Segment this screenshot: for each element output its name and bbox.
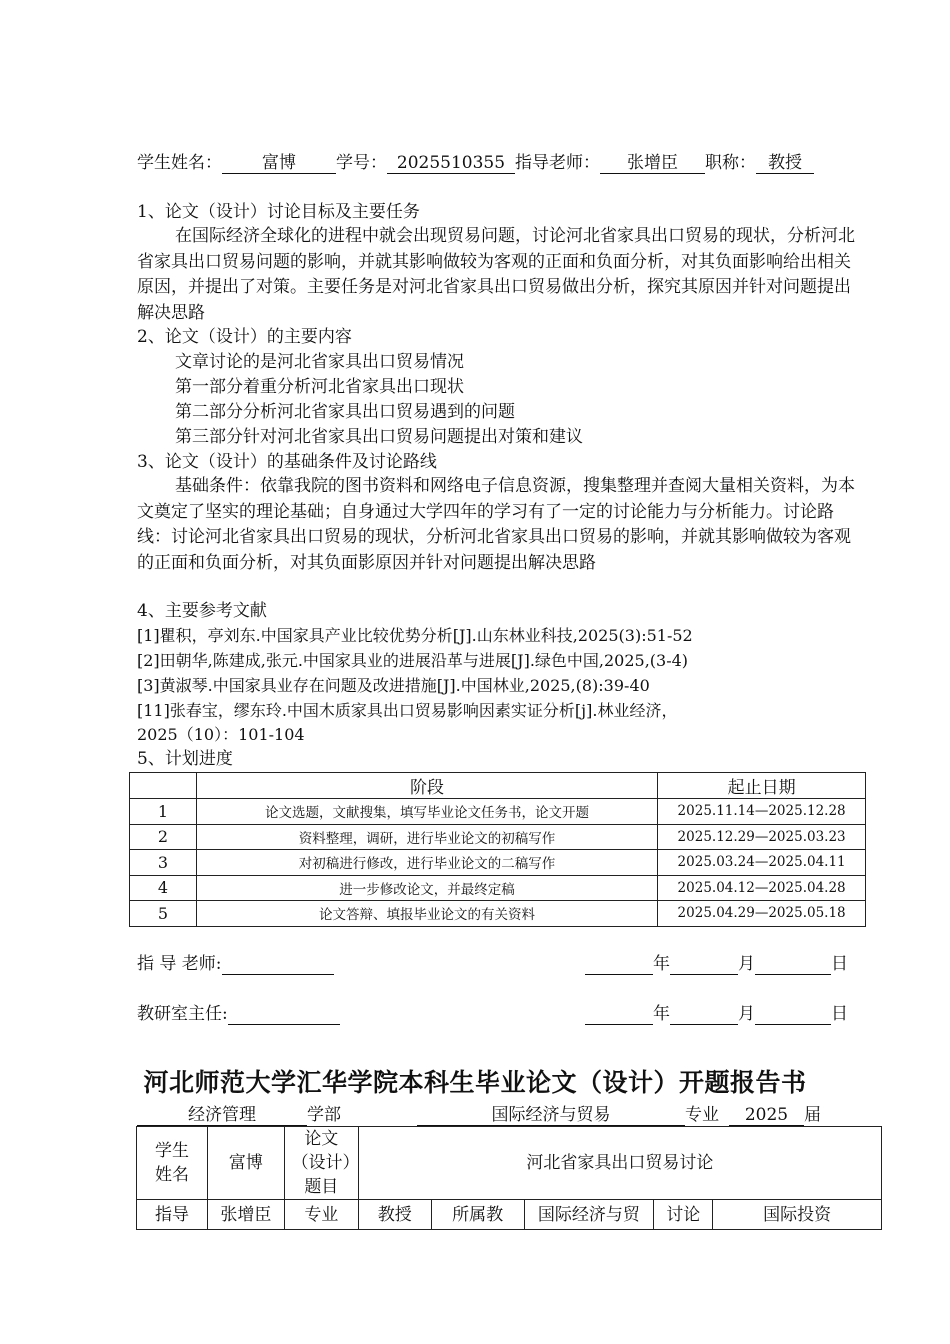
- advisor-value: 张增臣: [600, 153, 705, 174]
- row-number: 5: [130, 901, 197, 927]
- section-1-body: 在国际经济全球化的进程中就会出现贸易问题，讨论河北省家具出口贸易的现状，分析河北省家具出口贸易问题的影响，并就其影响做较为客观的正面和负面分析，对其负面影响给出相关原因，并提出了对策。主要任务是对河北省家具出口贸易做出分析，探究其原因并针对问题提出解决思路: [137, 226, 855, 323]
- row-date: 2025.11.14—2025.12.28: [658, 799, 866, 825]
- row-number: 1: [130, 799, 197, 825]
- department-line: [137, 1104, 821, 1126]
- advisor-signature-field[interactable]: [222, 954, 334, 975]
- row-stage: 资料整理，调研，进行毕业论文的初稿写作: [196, 824, 657, 850]
- research-direction-cell: 国际投资: [713, 1200, 882, 1230]
- day-label: 日: [831, 1004, 848, 1024]
- advisor-label-cell: 指导: [137, 1200, 208, 1230]
- day-field[interactable]: [755, 954, 831, 975]
- row-date: 2025.04.29—2025.05.18: [658, 901, 866, 927]
- department-label: 学部: [307, 1105, 341, 1125]
- thesis-title-label-cell: 论文（设计）题目: [284, 1127, 358, 1200]
- section-5-heading: 5、计划进度: [137, 749, 233, 769]
- row-date: 2025.04.12—2025.04.28: [658, 875, 866, 901]
- section-2-line: 文章讨论的是河北省家具出口贸易情况: [175, 352, 464, 372]
- student-id-value: 2025510355: [387, 153, 515, 174]
- director-date-line: [585, 1003, 848, 1025]
- row-number: 4: [130, 875, 197, 901]
- row-number: 3: [130, 850, 197, 876]
- student-label-cell: 学生姓名: [137, 1127, 208, 1200]
- rank-cell: 教授: [358, 1200, 431, 1230]
- teaching-group-cell: 国际经济与贸: [524, 1200, 654, 1230]
- student-name-cell: 富博: [207, 1127, 284, 1200]
- section-2-line: 第一部分着重分析河北省家具出口现状: [175, 377, 464, 397]
- reference-item: [2]田朝华,陈建成,张元.中国家具业的进展沿革与进展[J].绿色中国,2025,(3-4): [137, 651, 689, 670]
- student-name-value: 富博: [222, 153, 336, 174]
- month-label: 月: [738, 954, 755, 974]
- section-3-body: 基础条件：依靠我院的图书资料和网络电子信息资源，搜集整理并查阅大量相关资料，为本文奠定了坚实的理论基础；自身通过大学四年的学习有了一定的讨论能力与分析能力。讨论路线：讨论河北省家具出口贸易的现状，分析河北省家具出口贸易的影响，并就其影响做较为客观的正面和负面分析，对其负面影原因并针对问题提出解决思路: [137, 476, 855, 573]
- section-3-heading: 3、论文（设计）的基础条件及讨论路线: [137, 452, 437, 472]
- thesis-title-cell: 河北省家具出口贸易讨论: [358, 1127, 881, 1200]
- reference-item: [1]瞿积，亭刘东.中国家具产业比较优势分析[J].山东林业科技,2025(3):51-52: [137, 626, 693, 645]
- table-row: [130, 799, 866, 825]
- section-4-heading: 4、主要参考文献: [137, 601, 267, 621]
- table-row: [130, 824, 866, 850]
- report-table: [136, 1126, 882, 1230]
- table-row: [130, 875, 866, 901]
- year-value: 2025: [729, 1105, 804, 1126]
- row-stage: 进一步修改论文，并最终定稿: [196, 875, 657, 901]
- row-stage: 论文选题，文献搜集，填写毕业论文任务书，论文开题: [196, 799, 657, 825]
- report-row-1: [137, 1127, 882, 1200]
- section-2-heading: 2、论文（设计）的主要内容: [137, 327, 352, 347]
- month-label: 月: [738, 1004, 755, 1024]
- table-header-no: [130, 773, 197, 799]
- table-header-date: 起止日期: [658, 773, 866, 799]
- year-field[interactable]: [585, 954, 653, 975]
- advisor-signature-line: [137, 953, 334, 975]
- row-date: 2025.03.24—2025.04.11: [658, 850, 866, 876]
- teaching-group-label-cell: 所属教: [431, 1200, 524, 1230]
- table-row: [130, 850, 866, 876]
- student-name-label: 学生姓名：: [137, 153, 222, 173]
- director-signature-line: [137, 1003, 340, 1025]
- director-signature-field[interactable]: [228, 1004, 340, 1025]
- table-row: [130, 901, 866, 927]
- section-2-line: 第二部分分析河北省家具出口贸易遇到的问题: [175, 402, 515, 422]
- table-header-stage: 阶段: [196, 773, 657, 799]
- section-1-heading: 1、论文（设计）讨论目标及主要任务: [137, 202, 420, 222]
- student-info-line: [137, 152, 814, 174]
- advisor-name-cell: 张增臣: [207, 1200, 284, 1230]
- report-row-2: [137, 1200, 882, 1230]
- schedule-table: [129, 772, 866, 927]
- day-label: 日: [831, 954, 848, 974]
- research-label-cell: 讨论: [654, 1200, 713, 1230]
- row-stage: 对初稿进行修改，进行毕业论文的二稿写作: [196, 850, 657, 876]
- day-field[interactable]: [755, 1004, 831, 1025]
- major-label-cell: 专业: [284, 1200, 358, 1230]
- student-id-label: 学号：: [336, 153, 387, 173]
- rank-label: 职称：: [705, 153, 756, 173]
- advisor-signature-label: 指 导 老师:: [137, 954, 222, 974]
- year-label: 年: [653, 954, 670, 974]
- director-signature-label: 教研室主任:: [137, 1004, 228, 1024]
- major-value: 国际经济与贸易: [417, 1105, 685, 1126]
- row-stage: 论文答辩、填报毕业论文的有关资料: [196, 901, 657, 927]
- major-label: 专业: [685, 1105, 719, 1125]
- month-field[interactable]: [670, 954, 738, 975]
- year-field[interactable]: [585, 1004, 653, 1025]
- month-field[interactable]: [670, 1004, 738, 1025]
- section-2-line: 第三部分针对河北省家具出口贸易问题提出对策和建议: [175, 427, 583, 447]
- report-title: 河北师范大学汇华学院本科生毕业论文（设计）开题报告书: [143, 1068, 807, 1097]
- year-label: 年: [653, 1004, 670, 1024]
- row-number: 2: [130, 824, 197, 850]
- reference-item: [3]黄淑琴.中国家具业存在问题及改进措施[J].中国林业,2025,(8):39-40: [137, 676, 650, 695]
- department-value: 经济管理: [137, 1105, 307, 1126]
- advisor-label: 指导老师：: [515, 153, 600, 173]
- reference-item: [11]张春宝，缪东玲.中国木质家具出口贸易影响因素实证分析[j].林业经济，: [137, 701, 678, 720]
- row-date: 2025.12.29—2025.03.23: [658, 824, 866, 850]
- table-header-row: [130, 773, 866, 799]
- reference-item: 2025（10）：101-104: [137, 725, 305, 744]
- advisor-date-line: [585, 953, 848, 975]
- year-label: 届: [804, 1105, 821, 1125]
- rank-value: 教授: [756, 153, 814, 174]
